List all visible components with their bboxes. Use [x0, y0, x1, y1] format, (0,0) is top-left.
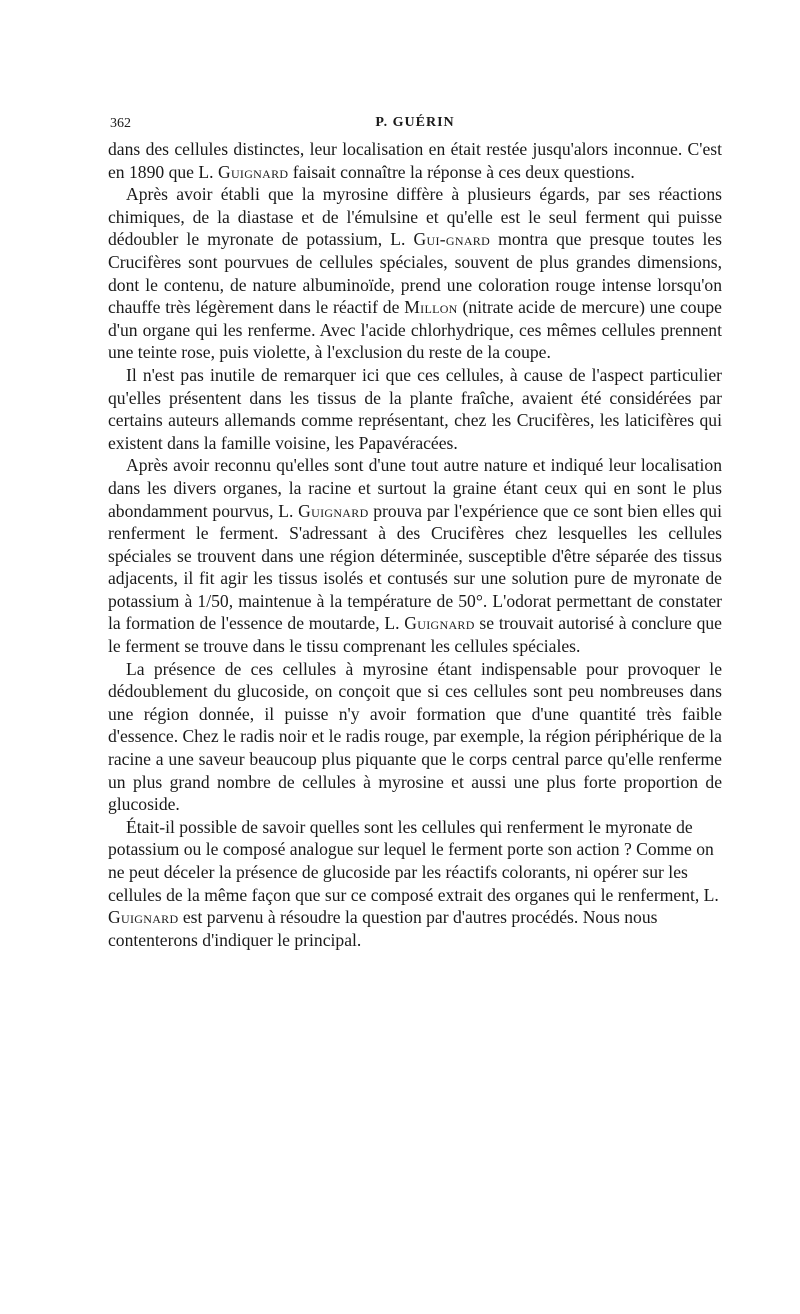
text-run: Il n'est pas inutile de remarquer ici que ces cellules, à cause de l'aspect particulier qu'elles présentent dans les tissus de la plante fraîche, avaient été considérées par certains auteurs allemands comme représentant, chez les Crucifères, les laticifères qui existent dans la famille voisine, les Papavéracées.	[108, 364, 722, 453]
paragraph	[108, 183, 722, 364]
text-run: prouva par l'expérience que ce sont bien elles qui renferment le ferment. S'adressant à des Crucifères chez lesquelles les cellules spéciales se trouvent dans une région déterminée, susceptible d'être séparée des tissus adjacents, il fit agir les tissus isolés et contusés sur une solution pure de myronate de potassium à 1/50, maintenue à la température de 50°. L'odorat permettant de constater la formation de l'essence de moutarde, L.	[108, 500, 722, 634]
author-name: Gui-gnard	[413, 229, 491, 250]
text-run: dans des cellules distinctes, leur localisation en était restée jusqu'alors inconnue. C'est en 1890 que L.	[108, 139, 722, 182]
page	[108, 112, 722, 951]
text-run: Après avoir reconnu qu'elles sont d'une tout autre nature et indiqué leur localisation dans les divers organes, la racine et surtout la graine étant ceux qui en sont le plus abondamment pourvus, L.	[108, 455, 722, 521]
author-name: Guignard	[217, 161, 289, 182]
text-run: faisait connaître la réponse à ces deux questions.	[288, 161, 635, 182]
body-text	[108, 138, 722, 951]
author-name: Millon	[404, 297, 458, 318]
author-name: Guignard	[298, 500, 369, 521]
text-run: Après avoir établi que la myrosine diffère à plusieurs égards, par ses réactions chimiques, de la diastase et de l'émulsine et qu'elle est le seul ferment qui puisse dédoubler le myronate de potassium, L.	[108, 184, 722, 250]
running-head: P. GUÉRIN	[375, 115, 455, 130]
text-run: La présence de ces cellules à myrosine étant indispensable pour provoquer le dédoublement du glucoside, on conçoit que si ces cellules sont peu nombreuses dans une région donnée, il puisse n'y avoir formation que d'une quantité très faible d'essence. Chez le radis noir et le radis rouge, par exemple, la région périphérique de la racine a une saveur beaucoup plus piquante que le corps central parce qu'elle renferme un plus grand nombre de cellules à myrosine et aussi une plus forte proportion de glucoside.	[108, 658, 722, 815]
page-number: 362	[110, 116, 131, 131]
text-run: Était-il possible de savoir quelles sont les cellules qui renferment le myronate de potassium ou le composé analogue sur lequel le ferment porte son action ? Comme on ne peut déceler la présence de glucoside par les réactifs colorants, ni opérer sur les cellules de la même façon que sur ce composé extrait des organes qui le renferment, L.	[108, 816, 719, 905]
paragraph	[108, 816, 722, 952]
text-run: est parvenu à résoudre la question par d'autres procédés. Nous nous contenterons d'indiquer le principal.	[108, 907, 658, 950]
author-name: Guignard	[404, 613, 475, 634]
author-name: Guignard	[108, 907, 179, 928]
text-run: (nitrate acide de mercure) une coupe d'un organe qui les renferme. Avec l'acide chlorhydrique, ces mêmes cellules prennent une teinte rose, puis violette, à l'exclusion du reste de la coupe.	[108, 297, 722, 363]
paragraph	[108, 454, 722, 657]
paragraph	[108, 364, 722, 454]
text-run: montra que presque toutes les Crucifères sont pourvues de cellules spéciales, souvent de plus grandes dimensions, dont le contenu, de nature albuminoïde, prend une coloration rouge intense lorsqu'on chauffe très légèrement dans le réactif de	[108, 229, 722, 318]
page-header	[108, 112, 722, 138]
paragraph	[108, 658, 722, 816]
paragraph	[108, 138, 722, 183]
text-run: se trouvait autorisé à conclure que le ferment se trouve dans le tissu comprenant les cellules spéciales.	[108, 613, 722, 657]
